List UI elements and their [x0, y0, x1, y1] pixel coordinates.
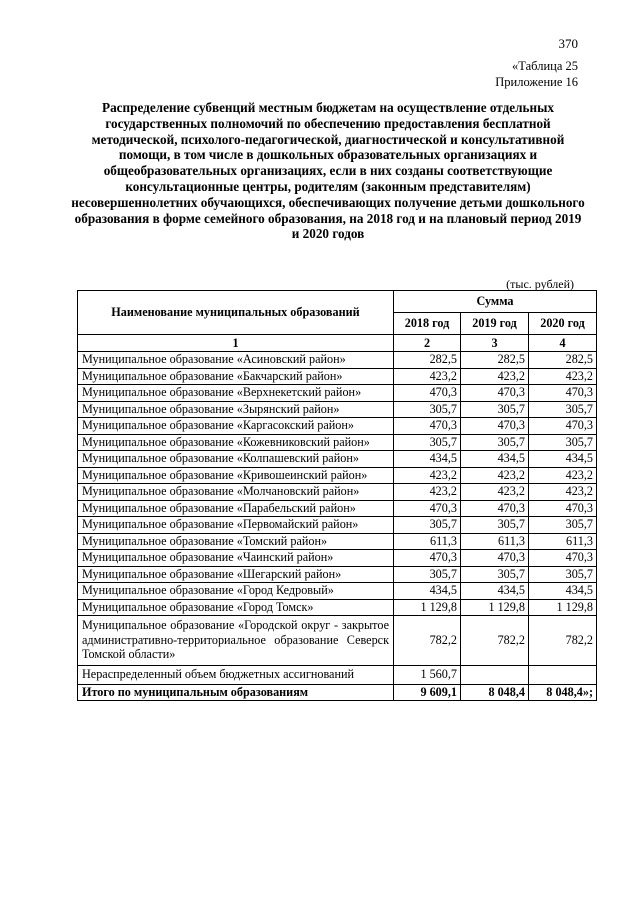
value-2019: 470,3: [461, 385, 529, 402]
table-row: [78, 533, 597, 550]
value-2018: 1 129,8: [394, 599, 461, 616]
value-2019: 1 129,8: [461, 599, 529, 616]
value-2019: 782,2: [461, 616, 529, 666]
value-2018: 423,2: [394, 484, 461, 501]
document-title: Распределение субвенций местным бюджетам на осуществление отдельных государственных полномочий по обеспечению предоставления бесплатной методической, психолого-педагогической, диагностической и консультативной помощи, в том числе в дошкольных образовательных организациях и общеобразовательных организациях, если в них созданы соответствующие консультационные центры, родителям (законным представителям) несовершеннолетних обучающихся, обеспечивающих получение детьми дошкольного образования в форме семейного образования, на 2018 год и на плановый период 2019 и 2020 годов: [71, 100, 585, 242]
value-2018: 434,5: [394, 451, 461, 468]
municipality-name: Муниципальное образование «Первомайский район»: [78, 517, 394, 534]
value-2019: 282,5: [461, 352, 529, 369]
municipality-name: Муниципальное образование «Город Томск»: [78, 599, 394, 616]
value-2020: 1 129,8: [529, 599, 597, 616]
table-row: [78, 385, 597, 402]
municipality-name: Муниципальное образование «Асиновский район»: [78, 352, 394, 369]
value-2020: 305,7: [529, 434, 597, 451]
total-2020-value: 8 048,4: [546, 684, 583, 699]
municipality-name: Муниципальное образование «Чаинский район»: [78, 550, 394, 567]
table-row-unallocated: [78, 665, 597, 684]
table-row: [78, 467, 597, 484]
table-row: [78, 352, 597, 369]
table-row: [78, 500, 597, 517]
value-2018: 305,7: [394, 434, 461, 451]
column-number-3: 3: [461, 335, 529, 352]
table-row: [78, 368, 597, 385]
table-row: [78, 451, 597, 468]
value-2020: 282,5: [529, 352, 597, 369]
municipality-name: Муниципальное образование «Парабельский район»: [78, 500, 394, 517]
table-reference: [495, 58, 578, 90]
municipality-name: Муниципальное образование «Кривошеинский район»: [78, 467, 394, 484]
total-2019: 8 048,4: [461, 684, 529, 701]
municipality-name: Муниципальное образование «Город Кедровый»: [78, 583, 394, 600]
value-2019: 470,3: [461, 550, 529, 567]
table-row: [78, 434, 597, 451]
closing-quote: »;: [582, 684, 594, 699]
value-2018: 470,3: [394, 385, 461, 402]
value-2019: 305,7: [461, 401, 529, 418]
value-2018: 611,3: [394, 533, 461, 550]
table-row: [78, 583, 597, 600]
column-number-4: 4: [529, 335, 597, 352]
value-2018: 305,7: [394, 566, 461, 583]
total-2020: [529, 684, 597, 701]
value-2019: 434,5: [461, 583, 529, 600]
value-2019: 423,2: [461, 467, 529, 484]
value-2019: [461, 665, 529, 684]
units-label: (тыс. рублей): [506, 277, 574, 291]
value-2020: 423,2: [529, 484, 597, 501]
header-municipality: Наименование муниципальных образований: [78, 291, 394, 335]
value-2018: 470,3: [394, 500, 461, 517]
value-2020: 470,3: [529, 385, 597, 402]
value-2019: 305,7: [461, 434, 529, 451]
value-2020: 434,5: [529, 451, 597, 468]
value-2018: 423,2: [394, 467, 461, 484]
table-row-total: [78, 684, 597, 701]
appendix-number: Приложение 16: [495, 75, 578, 89]
subvention-table: [77, 290, 597, 701]
municipality-name: Муниципальное образование «Колпашевский район»: [78, 451, 394, 468]
municipality-name: Муниципальное образование «Томский район»: [78, 533, 394, 550]
municipality-name: Муниципальное образование «Молчановский район»: [78, 484, 394, 501]
value-2018: 782,2: [394, 616, 461, 666]
header-year-2019: 2019 год: [461, 313, 529, 335]
value-2019: 423,2: [461, 484, 529, 501]
column-number-2: 2: [394, 335, 461, 352]
total-label: Итого по муниципальным образованиям: [78, 684, 394, 701]
value-2018: 434,5: [394, 583, 461, 600]
value-2018: 1 560,7: [394, 665, 461, 684]
value-2018: 282,5: [394, 352, 461, 369]
table-row: [78, 418, 597, 435]
value-2019: 611,3: [461, 533, 529, 550]
value-2020: 782,2: [529, 616, 597, 666]
value-2020: 423,2: [529, 467, 597, 484]
municipality-name: Муниципальное образование «Кожевниковский район»: [78, 434, 394, 451]
table-row: [78, 517, 597, 534]
value-2019: 423,2: [461, 368, 529, 385]
municipality-name: Муниципальное образование «Каргасокский район»: [78, 418, 394, 435]
value-2019: 470,3: [461, 418, 529, 435]
value-2020: 305,7: [529, 401, 597, 418]
value-2019: 305,7: [461, 517, 529, 534]
value-2018: 470,3: [394, 550, 461, 567]
value-2020: 305,7: [529, 517, 597, 534]
table-row: [78, 401, 597, 418]
column-number-1: 1: [78, 335, 394, 352]
value-2018: 470,3: [394, 418, 461, 435]
value-2020: [529, 665, 597, 684]
value-2019: 434,5: [461, 451, 529, 468]
header-year-2018: 2018 год: [394, 313, 461, 335]
header-sum: Сумма: [394, 291, 597, 313]
value-2020: 470,3: [529, 550, 597, 567]
table-row-seversk: [78, 616, 597, 666]
unallocated-label: Нераспределенный объем бюджетных ассигнований: [78, 665, 394, 684]
header-year-2020: 2020 год: [529, 313, 597, 335]
municipality-name: Муниципальное образование «Бакчарский район»: [78, 368, 394, 385]
table-row: [78, 599, 597, 616]
value-2018: 423,2: [394, 368, 461, 385]
value-2019: 305,7: [461, 566, 529, 583]
value-2020: 305,7: [529, 566, 597, 583]
table-row: [78, 566, 597, 583]
municipality-name: Муниципальное образование «Шегарский район»: [78, 566, 394, 583]
value-2020: 470,3: [529, 418, 597, 435]
table-row: [78, 484, 597, 501]
page-number: 370: [558, 36, 578, 51]
municipality-name: Муниципальное образование «Городской округ - закрытое административно-территориальное образование Северск Томской области»: [78, 616, 394, 666]
municipality-name: Муниципальное образование «Верхнекетский район»: [78, 385, 394, 402]
total-2018: 9 609,1: [394, 684, 461, 701]
value-2020: 423,2: [529, 368, 597, 385]
value-2020: 470,3: [529, 500, 597, 517]
table-row: [78, 550, 597, 567]
value-2020: 611,3: [529, 533, 597, 550]
value-2018: 305,7: [394, 517, 461, 534]
value-2018: 305,7: [394, 401, 461, 418]
value-2020: 434,5: [529, 583, 597, 600]
table-number: «Таблица 25: [512, 59, 578, 73]
table-body: [78, 352, 597, 701]
municipality-name: Муниципальное образование «Зырянский район»: [78, 401, 394, 418]
value-2019: 470,3: [461, 500, 529, 517]
